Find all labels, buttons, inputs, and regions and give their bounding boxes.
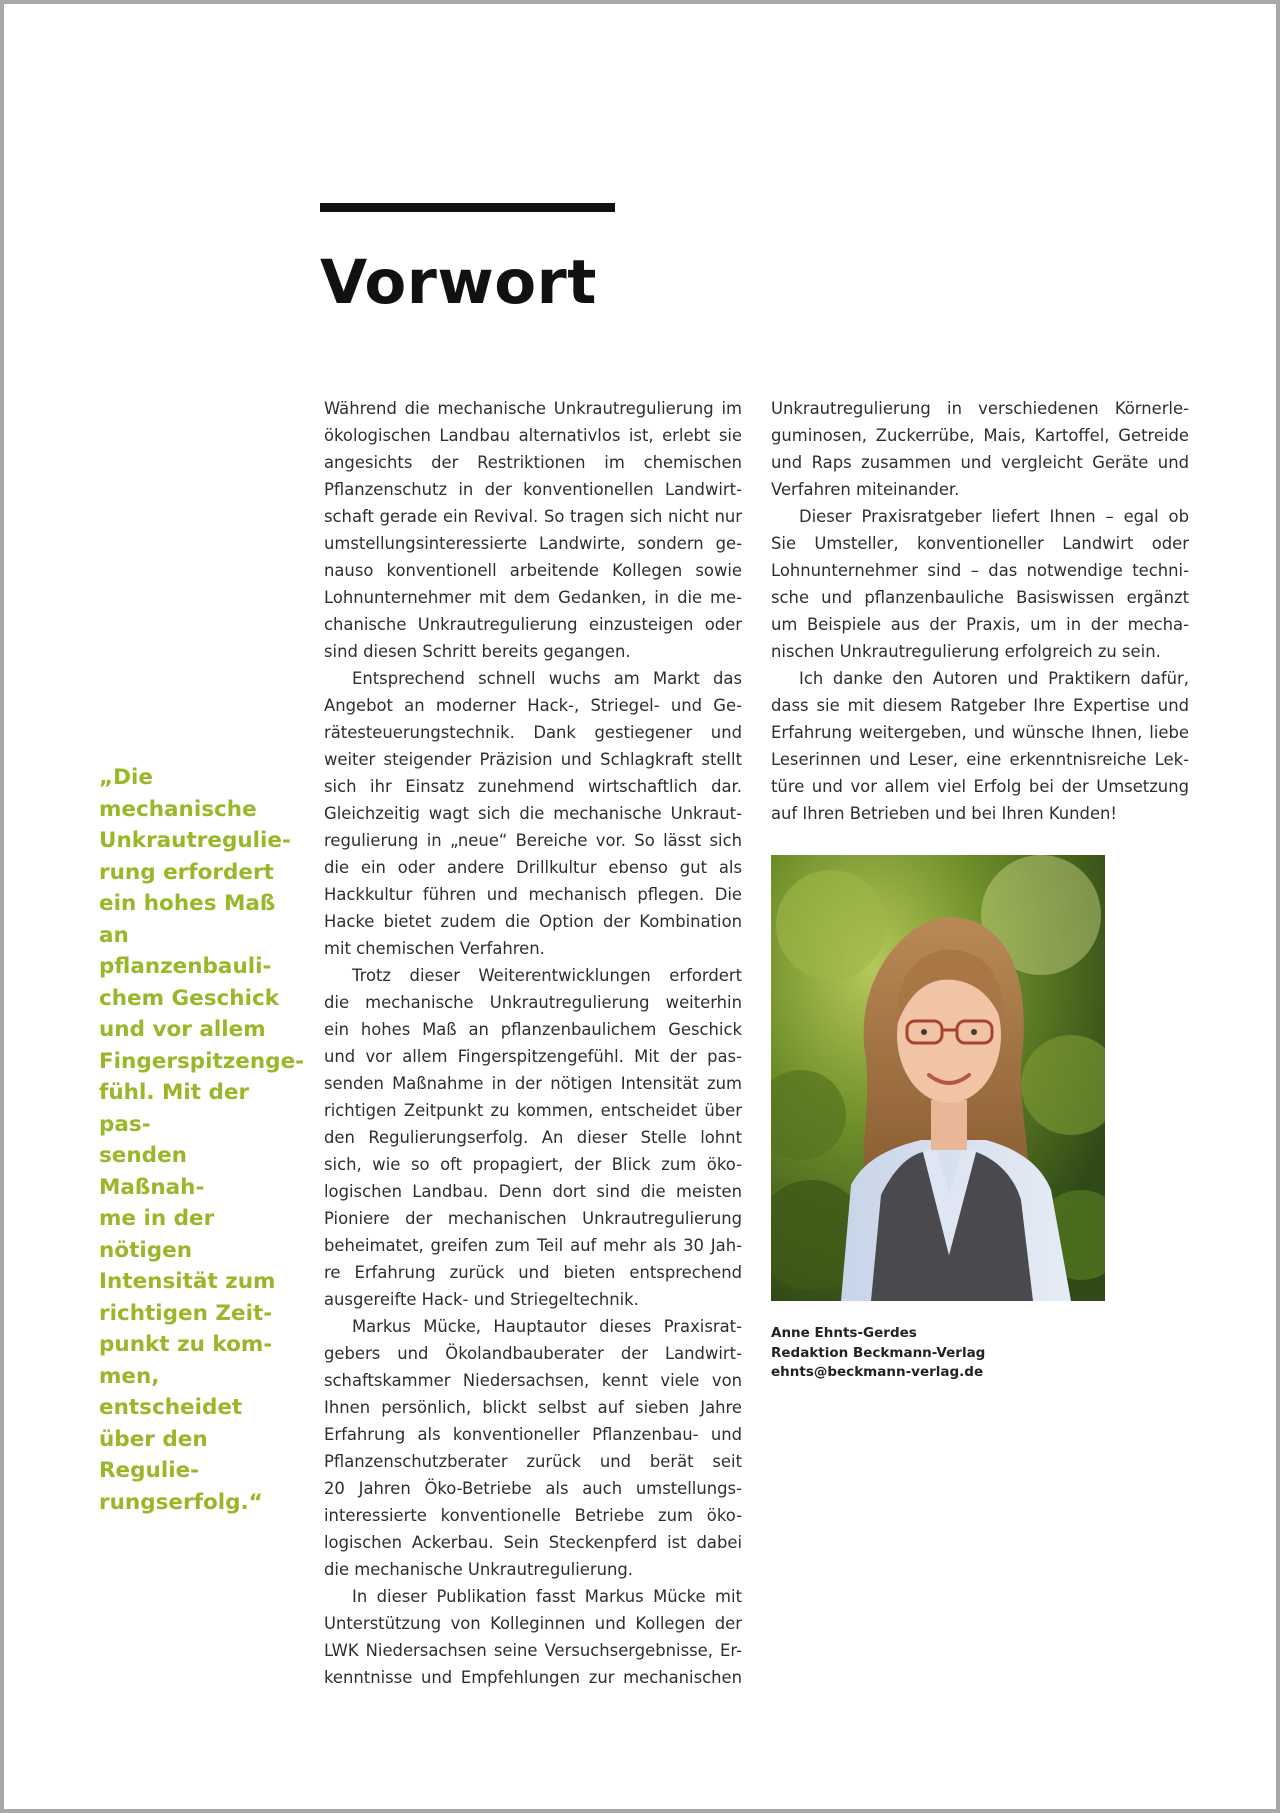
text-line: die mechanische Unkrautregulierung weiterhin	[324, 993, 742, 1012]
text-line: kenntnisse und Empfehlungen zur mechanischen	[324, 1668, 742, 1687]
photo-caption	[771, 1324, 985, 1383]
text-line: richtigen Zeitpunkt zu kommen, entscheidet über	[324, 1101, 742, 1120]
title-rule	[320, 203, 615, 212]
text-line: regulierung in „neue“ Bereiche vor. So lässt sich	[324, 831, 742, 850]
text-line: Ich danke den Autoren und Praktikern dafür,	[799, 669, 1189, 688]
text-line: um Beispiele aus der Praxis, um in der mecha-	[771, 615, 1189, 634]
text-line: gebers und Ökolandbauberater der Landwirt-	[324, 1344, 742, 1363]
text-line: die ein oder andere Drillkultur ebenso gut als	[324, 858, 742, 877]
text-line: Ihnen persönlich, blickt selbst auf sieben Jahre	[324, 1398, 742, 1417]
text-line: Angebot an moderner Hack-, Striegel- und Ge-	[324, 696, 742, 715]
text-line: schaftskammer Niedersachsen, kennt viele von	[324, 1371, 742, 1390]
text-line: mit chemischen Verfahren.	[324, 939, 545, 958]
text-column-left	[324, 395, 742, 1691]
text-line: In dieser Publikation fasst Markus Mücke mit	[352, 1587, 742, 1606]
text-line: ausgereifte Hack- und Striegeltechnik.	[324, 1290, 639, 1309]
text-line: chanische Unkrautregulierung einzusteigen oder	[324, 615, 742, 634]
text-line: guminosen, Zuckerrübe, Mais, Kartoffel, Getreide	[771, 426, 1189, 445]
text-line: Leserinnen und Leser, eine erkenntnisreiche Lek-	[771, 750, 1189, 769]
text-line: sind diesen Schritt bereits gegangen.	[324, 642, 631, 661]
text-line: Gleichzeitig wagt sich die mechanische Unkraut-	[324, 804, 742, 823]
text-line: ökologischen Landbau alternativlos ist, erlebt sie	[324, 426, 742, 445]
text-line: schaft gerade ein Revival. So tragen sich nicht nur	[324, 507, 742, 526]
text-line: sche und pflanzenbauliche Basiswissen ergänzt	[771, 588, 1189, 607]
text-line: senden Maßnahme in der nötigen Intensität zum	[324, 1074, 742, 1093]
text-line: auf Ihren Betrieben und bei Ihren Kunden!	[771, 804, 1117, 823]
page-title: Vorwort	[320, 247, 597, 318]
text-line: und Raps zusammen und vergleicht Geräte und	[771, 453, 1189, 472]
text-line: den Regulierungserfolg. An dieser Stelle lohnt	[324, 1128, 742, 1147]
text-line: logischen Landbau. Denn dort sind die meisten	[324, 1182, 742, 1201]
text-line: Pioniere der mechanischen Unkrautregulierung	[324, 1209, 742, 1228]
text-line: türe und vor allem viel Erfolg bei der Umsetzung	[771, 777, 1189, 796]
text-line: LWK Niedersachsen seine Versuchsergebnisse, Er-	[324, 1641, 742, 1660]
text-line: Lohnunternehmer sind – das notwendige techni-	[771, 561, 1189, 580]
caption-email: ehnts@beckmann-verlag.de	[771, 1364, 984, 1380]
text-line: Pflanzenschutzberater zurück und berät seit	[324, 1452, 742, 1471]
pull-quote: „Die mechanische Unkrautregulie- rung erfordert ein hohes Maß an pflanzenbauli- chem Geschick und vor allem Fingerspitzenge- fühl. Mit der pas- senden Maßnah- me in der nötigen Intensität zum richtigen Zeit- punkt zu kom- men, entscheidet über den Regulie- rungserfolg.“	[99, 765, 305, 1515]
text-line: umstellungsinteressierte Landwirte, sondern ge-	[324, 534, 742, 553]
text-line: Pflanzenschutz in der konventionellen Landwirt-	[324, 480, 742, 499]
text-line: Lohnunternehmer mit dem Gedanken, in die me-	[324, 588, 742, 607]
text-line: sich ihr Einsatz zunehmend wirtschaftlich dar.	[324, 777, 742, 796]
text-line: Hackkultur führen und mechanisch pflegen. Die	[324, 885, 742, 904]
text-line: Hacke bietet zudem die Option der Kombination	[324, 912, 742, 931]
text-line: interessierte konventionelle Betriebe zum öko-	[324, 1506, 742, 1525]
text-line: 20 Jahren Öko-Betriebe als auch umstellungs-	[324, 1479, 742, 1498]
text-line: Unterstützung von Kolleginnen und Kollegen der	[324, 1614, 742, 1633]
text-line: Entsprechend schnell wuchs am Markt das	[352, 669, 742, 688]
text-line: Erfahrung weitergeben, und wünsche Ihnen, liebe	[771, 723, 1189, 742]
text-line: Sie Umsteller, konventioneller Landwirt oder	[771, 534, 1189, 553]
text-line: Dieser Praxisratgeber liefert Ihnen – egal ob	[799, 507, 1189, 526]
text-line: nischen Unkrautregulierung erfolgreich zu sein.	[771, 642, 1161, 661]
text-line: ein hohes Maß an pflanzenbaulichem Geschick	[324, 1020, 742, 1039]
author-photo	[771, 855, 1105, 1301]
text-line: beheimatet, greifen zum Teil auf mehr als 30 Jah-	[324, 1236, 742, 1255]
text-line: re Erfahrung zurück und bieten entsprechend	[324, 1263, 742, 1282]
text-column-right	[771, 395, 1189, 827]
text-line: Markus Mücke, Hauptautor dieses Praxisrat-	[352, 1317, 742, 1336]
text-line: angesichts der Restriktionen im chemischen	[324, 453, 742, 472]
text-line: rätesteuerungstechnik. Dank gestiegener und	[324, 723, 742, 742]
portrait-image	[771, 855, 1105, 1301]
caption-organization: Redaktion Beckmann-Verlag	[771, 1344, 986, 1361]
text-line: die mechanische Unkrautregulierung.	[324, 1560, 633, 1579]
caption-name: Anne Ehnts-Gerdes	[771, 1325, 917, 1341]
text-line: weiter steigender Präzision und Schlagkraft stellt	[324, 750, 742, 769]
text-line: Erfahrung als konventioneller Pflanzenbau- und	[324, 1425, 742, 1444]
text-line: Trotz dieser Weiterentwicklungen erfordert	[352, 966, 742, 985]
text-line: Unkrautregulierung in verschiedenen Körnerle-	[771, 399, 1189, 418]
text-line: Verfahren miteinander.	[771, 480, 960, 499]
text-line: Während die mechanische Unkrautregulierung im	[324, 399, 742, 418]
text-line: dass sie mit diesem Ratgeber Ihre Expertise und	[771, 696, 1189, 715]
text-line: sich, wie so oft propagiert, der Blick zum öko-	[324, 1155, 742, 1174]
text-line: und vor allem Fingerspitzengefühl. Mit der pas-	[324, 1047, 742, 1066]
text-line: nauso konventionell arbeitende Kollegen sowie	[324, 561, 742, 580]
text-line: logischen Ackerbau. Sein Steckenpferd ist dabei	[324, 1533, 742, 1552]
